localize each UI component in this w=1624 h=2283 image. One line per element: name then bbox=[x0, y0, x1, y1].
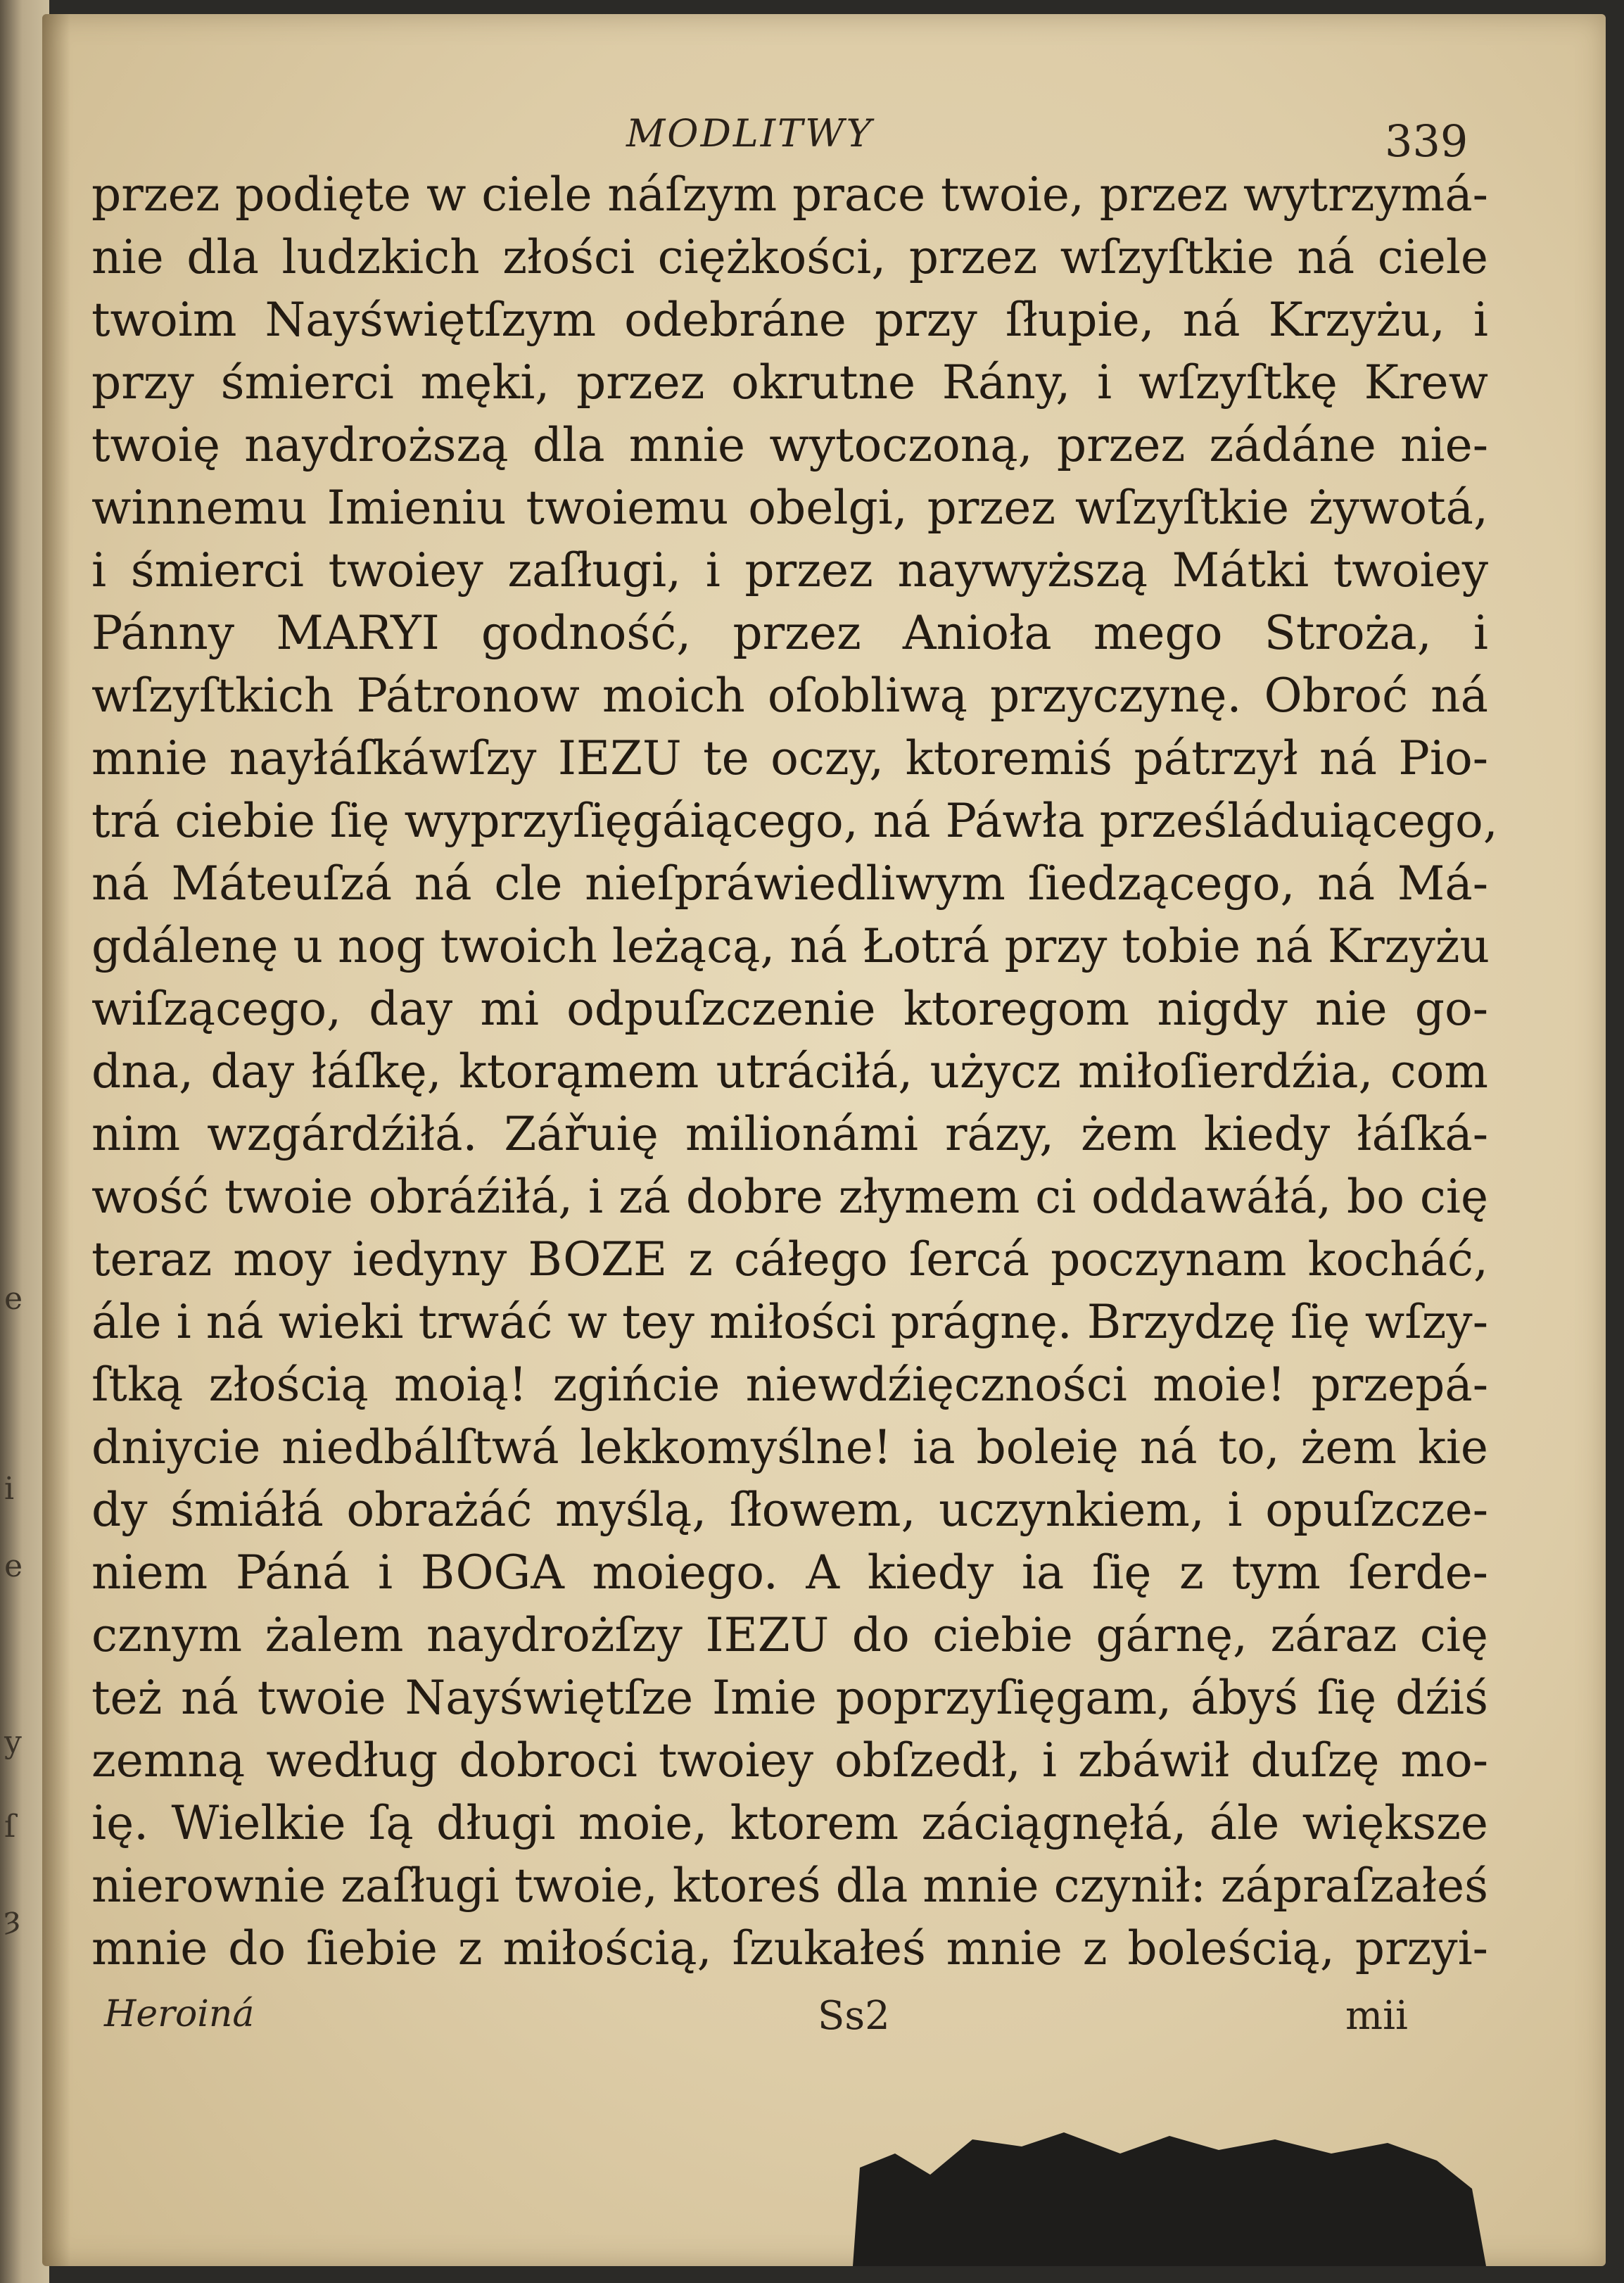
text-line: nie dla ludzkich złości ciężkości, przez wſzyſtkie ná ciele bbox=[91, 230, 1488, 284]
text-line: nim wzgárdźiłá. Zářuię milionámi rázy, żem kiedy łáſká- bbox=[91, 1107, 1488, 1161]
text-line: trá ciebie ſię wyprzyſięgáiącego, ná Páwła prześláduiącego, bbox=[91, 794, 1498, 848]
text-line: dna, day łáſkę, ktorąmem utráciłá, użycz miłoſierdźia, com bbox=[91, 1044, 1488, 1099]
text-line: też ná twoie Nayświętſze Imie poprzyſięgam, ábyś ſię dźiś bbox=[91, 1671, 1488, 1725]
text-line: ię. Wielkie ſą długi moie, ktorem záciągnęłá, ále większe bbox=[91, 1796, 1488, 1850]
text-line: ále i ná wieki trwáć w tey miłości prágnę. Brzydzę ſię wſzy- bbox=[91, 1295, 1488, 1349]
margin-fragment: y bbox=[4, 1724, 22, 1760]
text-line: zemną według dobroci twoiey obſzedł, i zbáwił duſzę mo- bbox=[91, 1733, 1488, 1788]
text-line: mnie do ſiebie z miłością, ſzukałeś mnie z boleścią, przyi- bbox=[91, 1921, 1488, 1975]
prayer-text bbox=[91, 163, 1498, 1980]
text-line: przez podięte w ciele náſzym prace twoie, przez wytrzymá- bbox=[91, 167, 1488, 222]
page-header bbox=[42, 111, 1606, 167]
text-line: ſtką złością moią! zgińcie niewdźięczności moie! przepá- bbox=[91, 1358, 1488, 1412]
text-line: twoię naydroższą dla mnie wytoczoną, przez zádáne nie- bbox=[91, 418, 1488, 472]
book-page bbox=[42, 14, 1606, 2266]
catchword-left: Heroiná bbox=[104, 1993, 255, 2035]
margin-fragment: e bbox=[4, 1281, 23, 1317]
catchword: mii bbox=[1345, 1993, 1408, 2039]
page-number: 339 bbox=[1385, 115, 1468, 167]
signature-mark: Ss2 bbox=[818, 1993, 890, 2039]
text-line: winnemu Imieniu twoiemu obelgi, przez wſzyſtkie żywotá, bbox=[91, 481, 1488, 535]
text-line: wiſzącego, day mi odpuſzczenie ktoregom nigdy nie go- bbox=[91, 982, 1488, 1036]
margin-fragment: ȝ bbox=[4, 1900, 20, 1936]
text-line: niem Páná i BOGA moiego. A kiedy ia ſię z tym ſerde- bbox=[91, 1545, 1488, 1600]
text-line: i śmierci twoiey zaſługi, i przez naywyższą Mátki twoiey bbox=[91, 543, 1488, 597]
running-title: MODLITWY bbox=[626, 111, 874, 156]
gutter-shadow bbox=[42, 14, 70, 2266]
margin-fragment: i bbox=[4, 1471, 15, 1507]
page-footer bbox=[42, 1993, 1606, 2049]
text-line: twoim Nayświętſzym odebráne przy ſłupie, ná Krzyżu, i bbox=[91, 293, 1488, 347]
text-line: teraz moy iedyny BOZE z cáłego ſercá poczynam kocháć, bbox=[91, 1232, 1488, 1286]
text-line: cznym żalem naydrożſzy IEZU do ciebie gárnę, záraz cię bbox=[91, 1608, 1488, 1662]
text-line: gdálenę u nog twoich leżącą, ná Łotrá przy tobie ná Krzyżu bbox=[91, 919, 1490, 973]
torn-paper-damage bbox=[853, 2125, 1486, 2266]
margin-fragment: e bbox=[4, 1548, 23, 1584]
margin-fragment: ſ bbox=[4, 1809, 16, 1845]
text-line: Pánny MARYI godność, przez Anioła mego Stroża, i bbox=[91, 606, 1488, 660]
text-line: przy śmierci męki, przez okrutne Rány, i wſzyſtkę Krew bbox=[91, 355, 1488, 410]
text-line: wość twoie obráźiłá, i zá dobre złymem ci oddawáłá, bo cię bbox=[91, 1170, 1488, 1224]
text-line: dniycie niedbálſtwá lekkomyślne! ia boleię ná to, żem kie bbox=[91, 1420, 1488, 1474]
text-line: mnie nayłáſkáwſzy IEZU te oczy, ktoremiś pátrzył ná Pio- bbox=[91, 731, 1488, 785]
text-line: dy śmiáłá obrażáć myślą, ſłowem, uczynkiem, i opuſzcze- bbox=[91, 1483, 1488, 1537]
text-line: nierownie zaſługi twoie, ktoreś dla mnie czynił: zápraſzałeś bbox=[91, 1859, 1488, 1913]
text-line: wſzyſtkich Pátronow moich oſobliwą przyczynę. Obroć ná bbox=[91, 669, 1488, 723]
text-line: ná Máteuſzá ná cle nieſpráwiedliwym ſiedzącego, ná Má- bbox=[91, 856, 1488, 911]
